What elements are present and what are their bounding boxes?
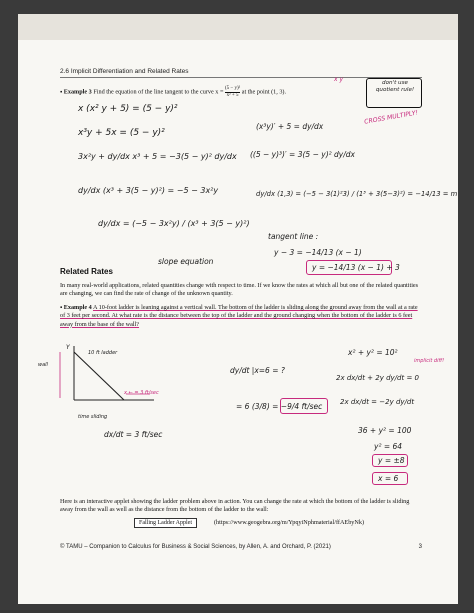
- example3-statement: [60, 86, 410, 98]
- work-left-line: x (x² y + 5) = (5 − y)²: [78, 104, 178, 114]
- section-title: 2.6 Implicit Differentiation and Related Rates: [60, 68, 189, 75]
- ex4-work: 2x dx/dt + 2y dy/dt = 0: [336, 374, 419, 382]
- slope-equation-note: slope equation: [158, 257, 214, 266]
- example4-label: ▪ Example 4: [60, 304, 92, 311]
- tangent-answer: y = −14/13 (x − 1) + 3: [312, 263, 400, 272]
- fraction-denominator: x² + 5: [226, 92, 239, 98]
- work-left-line: 3x²y + dy/dx x³ + 5 = −3(5 − y)² dy/dx: [78, 152, 237, 161]
- ex4-answer: = 6 (3/8) = −9/4 ft/sec: [236, 402, 323, 411]
- fraction-numerator: (5 − y)²: [225, 86, 241, 91]
- note-quotient: don't use quotient rule!: [375, 80, 415, 93]
- related-rates-heading: Related Rates: [60, 267, 113, 276]
- page-edge: [18, 14, 458, 40]
- document-page: [18, 14, 458, 604]
- ladder-line: [74, 352, 124, 400]
- ex4-work: y² = 64: [374, 442, 403, 451]
- note-cross-multiply: CROSS MULTIPLY!: [363, 109, 419, 126]
- page-number: 3: [418, 544, 422, 550]
- ex4-work: x = 6: [378, 474, 399, 483]
- ladder-label: 10 ft ladder: [88, 350, 118, 356]
- wall-label: wall: [38, 362, 48, 368]
- work-left-line: x³y + 5x = (5 − y)²: [78, 128, 165, 138]
- example3-text-after: at the point (1, 3).: [241, 88, 287, 96]
- falling-ladder-applet-button[interactable]: Falling Ladder Applet: [134, 518, 197, 528]
- work-right-line: ((5 − y)³)′ = 3(5 − y)² dy/dx: [250, 150, 355, 159]
- work-right-line: (x³y)′ + 5 = dy/dx: [256, 122, 324, 131]
- work-left-line: dy/dx (x³ + 3(5 − y)²) = −5 − 3x²y: [78, 186, 219, 195]
- work-left-line: dy/dx = (−5 − 3x²y) / (x³ + 3(5 − y)²): [98, 219, 250, 228]
- example4-text: A 10-foot ladder is leaning against a vertical wall. The bottom of the ladder is sliding along the ground away from the wall at a rate of 3 feet per second. At what rate is the distance between the top of the ladder and the ground changing when the bottom of the ladder is 6 feet away from the base of the wall?: [60, 304, 418, 328]
- footer-text: © TAMU – Companion to Calculus for Business & Social Sciences, by Allen, A. and Orchard, P. (2021): [60, 544, 331, 550]
- ex4-work: 2x dx/dt = −2y dy/dt: [340, 398, 415, 406]
- ex4-work: 36 + y² = 100: [358, 426, 412, 435]
- ex4-work: x² + y² = 10²: [348, 348, 398, 357]
- example3-fraction: [225, 86, 240, 98]
- example4-statement: [60, 304, 422, 329]
- applet-paragraph: Here is an interactive applet showing the ladder problem above in action. You can change the rate at which the bottom of the ladder is sliding away from the wall as well as the distance from the bottom of the ladder to the wall:: [60, 498, 410, 514]
- related-rates-paragraph: In many real-world applications, related quantities change with respect to time. If we know the rates at which all but one of the related quantities are changing, we can find the rate of change of the unknown quantity.: [60, 282, 419, 298]
- work-right-line: dy/dx (1,3) = (−5 − 3(1)²3) / (1³ + 3(5−3)²) = −14/13 = m: [256, 190, 458, 198]
- page-footer: [60, 544, 422, 550]
- ex4-work: y = ±8: [378, 456, 405, 465]
- ground-text: time sliding: [78, 414, 108, 420]
- implicit-diff-note: implicit diff!: [414, 358, 445, 364]
- tangent-line-label: tangent line :: [268, 232, 319, 241]
- ex4-unknown: dy/dt |x=6 = ?: [230, 366, 285, 375]
- y-label: Y: [66, 344, 70, 351]
- example3-label: ▪ Example 3: [60, 88, 92, 96]
- slide-label: x ← = 3 ft/sec: [124, 390, 159, 396]
- applet-url[interactable]: (https://www.geogebra.org/m/YpqyiNphmaterial/ffAEbyNk): [214, 519, 365, 526]
- section-header: [60, 68, 422, 78]
- work-right-line: y − 3 = −14/13 (x − 1): [274, 248, 362, 257]
- rate-given: dx/dt = 3 ft/sec: [104, 430, 163, 439]
- point-annotation: x y: [334, 76, 344, 83]
- example3-text: Find the equation of the line tangent to the curve x =: [93, 88, 224, 96]
